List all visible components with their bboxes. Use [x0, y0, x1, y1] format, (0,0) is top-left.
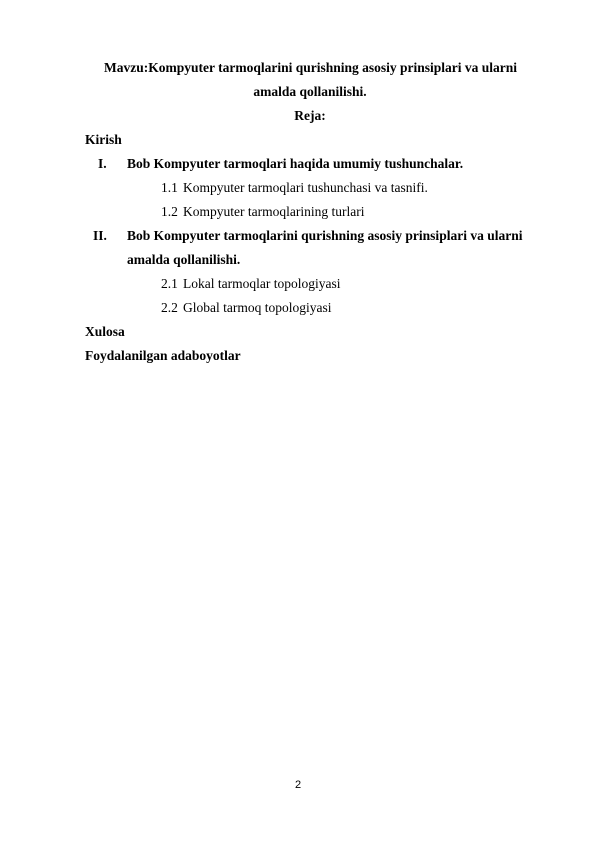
references-item: Foydalanilgan adaboyotlar	[85, 348, 241, 363]
title-line-2: amalda qollanilishi.	[253, 84, 367, 99]
plan-heading: Reja:	[294, 108, 326, 123]
chapter-2-title-line-2: amalda qollanilishi.	[127, 252, 241, 267]
chapter-2-title-line-1: Bob Kompyuter tarmoqlarini qurishning asosiy prinsiplari va ularni	[127, 228, 523, 243]
section-2-2	[161, 300, 331, 316]
section-title: Kompyuter tarmoqlarining turlari	[183, 204, 365, 219]
title-line-1: Mavzu:Kompyuter tarmoqlarini qurishning asosiy prinsiplari va ularni	[104, 60, 518, 75]
section-number: 2.2	[161, 300, 178, 315]
conclusion-item: Xulosa	[85, 324, 125, 339]
section-title: Global tarmoq topologiyasi	[183, 300, 332, 315]
section-number: 2.1	[161, 276, 178, 291]
section-number: 1.2	[161, 204, 178, 219]
intro-item: Kirish	[85, 132, 122, 147]
section-2-1	[161, 276, 340, 292]
chapter-1-numeral: I.	[98, 156, 107, 171]
section-1-1	[161, 180, 428, 196]
page-number: 2	[294, 779, 302, 791]
section-title: Kompyuter tarmoqlari tushunchasi va tasnifi.	[183, 180, 428, 195]
chapter-2-numeral: II.	[93, 228, 107, 243]
section-title: Lokal tarmoqlar topologiyasi	[183, 276, 341, 291]
chapter-1-title: Bob Kompyuter tarmoqlari haqida umumiy tushunchalar.	[127, 156, 464, 171]
section-1-2	[161, 204, 364, 220]
section-number: 1.1	[161, 180, 178, 195]
